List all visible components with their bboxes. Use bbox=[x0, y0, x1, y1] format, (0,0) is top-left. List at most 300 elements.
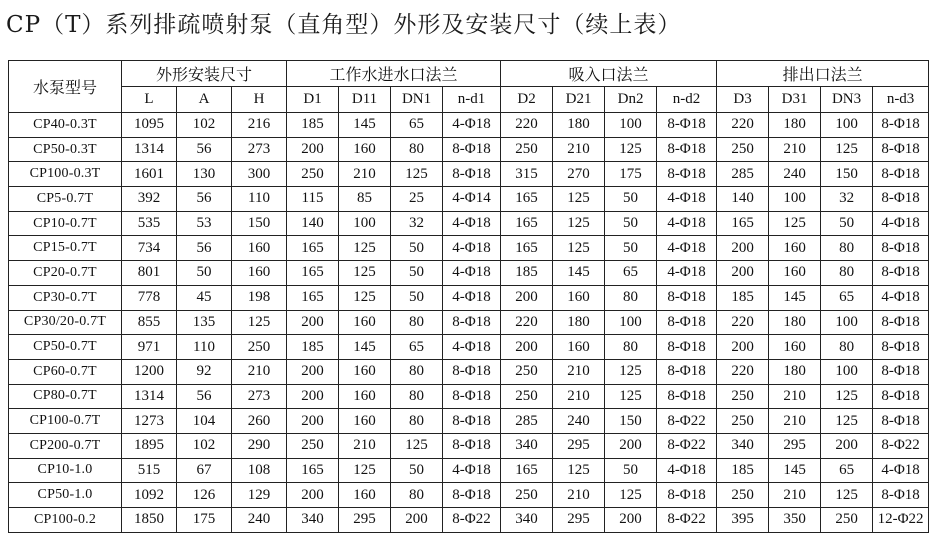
value-cell: 220 bbox=[501, 310, 553, 335]
value-cell: 8-Φ22 bbox=[657, 409, 717, 434]
value-cell: 140 bbox=[717, 187, 769, 212]
column-header: DN3 bbox=[821, 87, 873, 113]
value-cell: 200 bbox=[287, 310, 339, 335]
value-cell: 4-Φ18 bbox=[873, 458, 929, 483]
value-cell: 180 bbox=[769, 113, 821, 138]
value-cell: 250 bbox=[717, 137, 769, 162]
page-title: CP（T）系列排疏喷射泵（直角型）外形及安装尺寸（续上表） bbox=[6, 12, 682, 38]
value-cell: 50 bbox=[605, 187, 657, 212]
value-cell: 1092 bbox=[122, 483, 177, 508]
value-cell: 65 bbox=[821, 458, 873, 483]
table-row bbox=[9, 359, 929, 384]
value-cell: 67 bbox=[177, 458, 232, 483]
value-cell: 216 bbox=[232, 113, 287, 138]
value-cell: 340 bbox=[501, 508, 553, 533]
value-cell: 185 bbox=[501, 261, 553, 286]
value-cell: 145 bbox=[339, 113, 391, 138]
value-cell: 160 bbox=[769, 236, 821, 261]
value-cell: 8-Φ18 bbox=[443, 162, 501, 187]
value-cell: 150 bbox=[605, 409, 657, 434]
value-cell: 340 bbox=[287, 508, 339, 533]
value-cell: 340 bbox=[717, 433, 769, 458]
value-cell: 200 bbox=[287, 137, 339, 162]
model-cell: CP100-0.3T bbox=[9, 162, 122, 187]
value-cell: 115 bbox=[287, 187, 339, 212]
value-cell: 8-Φ18 bbox=[443, 310, 501, 335]
value-cell: 45 bbox=[177, 285, 232, 310]
value-cell: 8-Φ18 bbox=[873, 384, 929, 409]
value-cell: 535 bbox=[122, 211, 177, 236]
value-cell: 12-Φ22 bbox=[873, 508, 929, 533]
value-cell: 50 bbox=[391, 261, 443, 286]
value-cell: 160 bbox=[339, 409, 391, 434]
model-cell: CP40-0.3T bbox=[9, 113, 122, 138]
value-cell: 56 bbox=[177, 384, 232, 409]
value-cell: 210 bbox=[553, 483, 605, 508]
value-cell: 165 bbox=[501, 458, 553, 483]
value-cell: 180 bbox=[553, 310, 605, 335]
value-cell: 200 bbox=[287, 409, 339, 434]
value-cell: 200 bbox=[287, 483, 339, 508]
value-cell: 80 bbox=[391, 384, 443, 409]
value-cell: 102 bbox=[177, 113, 232, 138]
value-cell: 8-Φ18 bbox=[657, 335, 717, 360]
value-cell: 100 bbox=[821, 113, 873, 138]
table-row bbox=[9, 113, 929, 138]
table-row bbox=[9, 310, 929, 335]
value-cell: 80 bbox=[391, 409, 443, 434]
value-cell: 50 bbox=[821, 211, 873, 236]
value-cell: 200 bbox=[821, 433, 873, 458]
value-cell: 80 bbox=[391, 483, 443, 508]
value-cell: 250 bbox=[501, 359, 553, 384]
value-cell: 855 bbox=[122, 310, 177, 335]
column-header: D1 bbox=[287, 87, 339, 113]
value-cell: 4-Φ18 bbox=[657, 211, 717, 236]
value-cell: 315 bbox=[501, 162, 553, 187]
value-cell: 8-Φ18 bbox=[873, 162, 929, 187]
value-cell: 125 bbox=[553, 458, 605, 483]
value-cell: 125 bbox=[605, 137, 657, 162]
value-cell: 1273 bbox=[122, 409, 177, 434]
value-cell: 125 bbox=[553, 211, 605, 236]
value-cell: 175 bbox=[605, 162, 657, 187]
value-cell: 175 bbox=[177, 508, 232, 533]
model-cell: CP100-0.2 bbox=[9, 508, 122, 533]
value-cell: 392 bbox=[122, 187, 177, 212]
value-cell: 56 bbox=[177, 137, 232, 162]
value-cell: 210 bbox=[553, 359, 605, 384]
model-cell: CP10-1.0 bbox=[9, 458, 122, 483]
value-cell: 125 bbox=[821, 409, 873, 434]
value-cell: 8-Φ18 bbox=[873, 113, 929, 138]
value-cell: 8-Φ22 bbox=[657, 433, 717, 458]
value-cell: 250 bbox=[501, 384, 553, 409]
value-cell: 285 bbox=[501, 409, 553, 434]
pump-dimensions-table bbox=[8, 60, 929, 533]
value-cell: 125 bbox=[605, 359, 657, 384]
table-row bbox=[9, 285, 929, 310]
value-cell: 65 bbox=[821, 285, 873, 310]
value-cell: 200 bbox=[501, 335, 553, 360]
value-cell: 210 bbox=[769, 409, 821, 434]
value-cell: 220 bbox=[501, 113, 553, 138]
value-cell: 165 bbox=[287, 261, 339, 286]
value-cell: 200 bbox=[287, 384, 339, 409]
value-cell: 160 bbox=[339, 359, 391, 384]
value-cell: 4-Φ18 bbox=[443, 236, 501, 261]
value-cell: 160 bbox=[232, 261, 287, 286]
value-cell: 300 bbox=[232, 162, 287, 187]
value-cell: 160 bbox=[769, 335, 821, 360]
value-cell: 8-Φ18 bbox=[873, 310, 929, 335]
value-cell: 125 bbox=[553, 187, 605, 212]
value-cell: 180 bbox=[769, 310, 821, 335]
value-cell: 160 bbox=[232, 236, 287, 261]
column-header: n-d2 bbox=[657, 87, 717, 113]
value-cell: 1895 bbox=[122, 433, 177, 458]
table-row bbox=[9, 384, 929, 409]
value-cell: 210 bbox=[769, 137, 821, 162]
value-cell: 4-Φ18 bbox=[657, 236, 717, 261]
value-cell: 8-Φ18 bbox=[657, 310, 717, 335]
value-cell: 4-Φ18 bbox=[657, 261, 717, 286]
group-header-row bbox=[9, 61, 929, 87]
value-cell: 160 bbox=[769, 261, 821, 286]
value-cell: 125 bbox=[605, 384, 657, 409]
value-cell: 4-Φ18 bbox=[873, 211, 929, 236]
value-cell: 8-Φ18 bbox=[657, 384, 717, 409]
value-cell: 778 bbox=[122, 285, 177, 310]
value-cell: 1200 bbox=[122, 359, 177, 384]
value-cell: 165 bbox=[501, 211, 553, 236]
value-cell: 125 bbox=[339, 285, 391, 310]
value-cell: 200 bbox=[501, 285, 553, 310]
value-cell: 4-Φ18 bbox=[657, 458, 717, 483]
value-cell: 160 bbox=[339, 384, 391, 409]
value-cell: 100 bbox=[605, 310, 657, 335]
value-cell: 140 bbox=[287, 211, 339, 236]
value-cell: 100 bbox=[339, 211, 391, 236]
column-header: L bbox=[122, 87, 177, 113]
value-cell: 92 bbox=[177, 359, 232, 384]
value-cell: 395 bbox=[717, 508, 769, 533]
table-row bbox=[9, 236, 929, 261]
value-cell: 801 bbox=[122, 261, 177, 286]
value-cell: 125 bbox=[605, 483, 657, 508]
value-cell: 160 bbox=[339, 137, 391, 162]
value-cell: 210 bbox=[769, 384, 821, 409]
group-header-inlet-flange: 工作水进水口法兰 bbox=[287, 61, 501, 87]
value-cell: 8-Φ18 bbox=[443, 137, 501, 162]
value-cell: 290 bbox=[232, 433, 287, 458]
table-row bbox=[9, 162, 929, 187]
value-cell: 160 bbox=[553, 285, 605, 310]
value-cell: 200 bbox=[717, 335, 769, 360]
column-header: Dn2 bbox=[605, 87, 657, 113]
value-cell: 80 bbox=[821, 261, 873, 286]
value-cell: 125 bbox=[821, 384, 873, 409]
value-cell: 56 bbox=[177, 187, 232, 212]
group-header-discharge-flange: 排出口法兰 bbox=[717, 61, 929, 87]
value-cell: 8-Φ18 bbox=[873, 137, 929, 162]
value-cell: 8-Φ18 bbox=[443, 359, 501, 384]
value-cell: 50 bbox=[391, 285, 443, 310]
value-cell: 273 bbox=[232, 384, 287, 409]
value-cell: 350 bbox=[769, 508, 821, 533]
table-row bbox=[9, 483, 929, 508]
value-cell: 4-Φ14 bbox=[443, 187, 501, 212]
value-cell: 80 bbox=[605, 285, 657, 310]
value-cell: 210 bbox=[769, 483, 821, 508]
model-cell: CP30/20-0.7T bbox=[9, 310, 122, 335]
table-row bbox=[9, 508, 929, 533]
group-header-suction-flange: 吸入口法兰 bbox=[501, 61, 717, 87]
value-cell: 104 bbox=[177, 409, 232, 434]
value-cell: 4-Φ18 bbox=[443, 458, 501, 483]
value-cell: 210 bbox=[339, 433, 391, 458]
value-cell: 200 bbox=[605, 433, 657, 458]
value-cell: 100 bbox=[821, 359, 873, 384]
model-cell: CP10-0.7T bbox=[9, 211, 122, 236]
value-cell: 65 bbox=[391, 335, 443, 360]
value-cell: 971 bbox=[122, 335, 177, 360]
value-cell: 80 bbox=[821, 335, 873, 360]
value-cell: 4-Φ18 bbox=[443, 211, 501, 236]
value-cell: 1095 bbox=[122, 113, 177, 138]
value-cell: 340 bbox=[501, 433, 553, 458]
model-cell: CP20-0.7T bbox=[9, 261, 122, 286]
column-header: D31 bbox=[769, 87, 821, 113]
model-cell: CP200-0.7T bbox=[9, 433, 122, 458]
value-cell: 80 bbox=[391, 137, 443, 162]
model-cell: CP60-0.7T bbox=[9, 359, 122, 384]
table-body bbox=[9, 113, 929, 533]
table-row bbox=[9, 261, 929, 286]
value-cell: 185 bbox=[717, 458, 769, 483]
model-cell: CP100-0.7T bbox=[9, 409, 122, 434]
value-cell: 165 bbox=[501, 187, 553, 212]
value-cell: 295 bbox=[553, 433, 605, 458]
value-cell: 250 bbox=[821, 508, 873, 533]
value-cell: 150 bbox=[232, 211, 287, 236]
value-cell: 250 bbox=[287, 433, 339, 458]
value-cell: 8-Φ18 bbox=[873, 409, 929, 434]
value-cell: 220 bbox=[717, 359, 769, 384]
value-cell: 210 bbox=[339, 162, 391, 187]
value-cell: 125 bbox=[821, 137, 873, 162]
value-cell: 8-Φ18 bbox=[873, 359, 929, 384]
table-row bbox=[9, 335, 929, 360]
value-cell: 125 bbox=[339, 236, 391, 261]
value-cell: 110 bbox=[177, 335, 232, 360]
value-cell: 145 bbox=[769, 458, 821, 483]
value-cell: 200 bbox=[391, 508, 443, 533]
value-cell: 8-Φ18 bbox=[657, 113, 717, 138]
value-cell: 145 bbox=[769, 285, 821, 310]
value-cell: 100 bbox=[605, 113, 657, 138]
model-cell: CP30-0.7T bbox=[9, 285, 122, 310]
model-column-header: 水泵型号 bbox=[9, 61, 122, 113]
value-cell: 102 bbox=[177, 433, 232, 458]
value-cell: 200 bbox=[717, 236, 769, 261]
value-cell: 1314 bbox=[122, 137, 177, 162]
value-cell: 210 bbox=[553, 137, 605, 162]
value-cell: 80 bbox=[821, 236, 873, 261]
value-cell: 185 bbox=[287, 335, 339, 360]
value-cell: 220 bbox=[717, 310, 769, 335]
value-cell: 1314 bbox=[122, 384, 177, 409]
value-cell: 50 bbox=[391, 458, 443, 483]
value-cell: 250 bbox=[717, 409, 769, 434]
value-cell: 160 bbox=[339, 483, 391, 508]
value-cell: 165 bbox=[287, 458, 339, 483]
value-cell: 734 bbox=[122, 236, 177, 261]
model-cell: CP80-0.7T bbox=[9, 384, 122, 409]
value-cell: 285 bbox=[717, 162, 769, 187]
value-cell: 210 bbox=[553, 384, 605, 409]
value-cell: 8-Φ18 bbox=[657, 359, 717, 384]
model-cell: CP15-0.7T bbox=[9, 236, 122, 261]
value-cell: 53 bbox=[177, 211, 232, 236]
value-cell: 180 bbox=[553, 113, 605, 138]
value-cell: 8-Φ18 bbox=[443, 433, 501, 458]
value-cell: 160 bbox=[553, 335, 605, 360]
value-cell: 198 bbox=[232, 285, 287, 310]
value-cell: 125 bbox=[769, 211, 821, 236]
value-cell: 8-Φ18 bbox=[873, 261, 929, 286]
table-row bbox=[9, 137, 929, 162]
value-cell: 250 bbox=[232, 335, 287, 360]
value-cell: 126 bbox=[177, 483, 232, 508]
value-cell: 25 bbox=[391, 187, 443, 212]
column-header: D2 bbox=[501, 87, 553, 113]
value-cell: 125 bbox=[553, 236, 605, 261]
value-cell: 250 bbox=[501, 483, 553, 508]
value-cell: 240 bbox=[553, 409, 605, 434]
value-cell: 125 bbox=[391, 162, 443, 187]
value-cell: 8-Φ18 bbox=[657, 137, 717, 162]
value-cell: 80 bbox=[391, 310, 443, 335]
value-cell: 125 bbox=[339, 261, 391, 286]
value-cell: 125 bbox=[821, 483, 873, 508]
value-cell: 165 bbox=[287, 285, 339, 310]
value-cell: 65 bbox=[391, 113, 443, 138]
value-cell: 165 bbox=[501, 236, 553, 261]
value-cell: 125 bbox=[339, 458, 391, 483]
column-header: n-d3 bbox=[873, 87, 929, 113]
value-cell: 250 bbox=[717, 483, 769, 508]
column-header: DN1 bbox=[391, 87, 443, 113]
group-header-dimensions: 外形安装尺寸 bbox=[122, 61, 287, 87]
value-cell: 185 bbox=[287, 113, 339, 138]
value-cell: 50 bbox=[391, 236, 443, 261]
value-cell: 150 bbox=[821, 162, 873, 187]
value-cell: 260 bbox=[232, 409, 287, 434]
table-row bbox=[9, 458, 929, 483]
value-cell: 295 bbox=[769, 433, 821, 458]
value-cell: 1850 bbox=[122, 508, 177, 533]
column-header: H bbox=[232, 87, 287, 113]
value-cell: 4-Φ18 bbox=[443, 335, 501, 360]
model-cell: CP50-0.7T bbox=[9, 335, 122, 360]
subheader-row bbox=[9, 87, 929, 113]
value-cell: 4-Φ18 bbox=[657, 187, 717, 212]
value-cell: 50 bbox=[177, 261, 232, 286]
value-cell: 4-Φ18 bbox=[443, 113, 501, 138]
value-cell: 240 bbox=[232, 508, 287, 533]
value-cell: 129 bbox=[232, 483, 287, 508]
value-cell: 50 bbox=[605, 211, 657, 236]
value-cell: 32 bbox=[821, 187, 873, 212]
value-cell: 145 bbox=[339, 335, 391, 360]
value-cell: 130 bbox=[177, 162, 232, 187]
value-cell: 8-Φ18 bbox=[873, 187, 929, 212]
value-cell: 8-Φ18 bbox=[657, 285, 717, 310]
model-cell: CP5-0.7T bbox=[9, 187, 122, 212]
value-cell: 8-Φ18 bbox=[657, 162, 717, 187]
value-cell: 80 bbox=[605, 335, 657, 360]
column-header: n-d1 bbox=[443, 87, 501, 113]
value-cell: 4-Φ18 bbox=[443, 261, 501, 286]
value-cell: 273 bbox=[232, 137, 287, 162]
column-header: D11 bbox=[339, 87, 391, 113]
value-cell: 8-Φ22 bbox=[443, 508, 501, 533]
value-cell: 125 bbox=[391, 433, 443, 458]
value-cell: 32 bbox=[391, 211, 443, 236]
value-cell: 1601 bbox=[122, 162, 177, 187]
value-cell: 110 bbox=[232, 187, 287, 212]
value-cell: 8-Φ18 bbox=[443, 483, 501, 508]
table-row bbox=[9, 433, 929, 458]
value-cell: 8-Φ22 bbox=[873, 433, 929, 458]
value-cell: 515 bbox=[122, 458, 177, 483]
value-cell: 108 bbox=[232, 458, 287, 483]
value-cell: 85 bbox=[339, 187, 391, 212]
value-cell: 4-Φ18 bbox=[873, 285, 929, 310]
value-cell: 8-Φ22 bbox=[657, 508, 717, 533]
value-cell: 295 bbox=[553, 508, 605, 533]
value-cell: 56 bbox=[177, 236, 232, 261]
value-cell: 200 bbox=[717, 261, 769, 286]
value-cell: 8-Φ18 bbox=[443, 384, 501, 409]
value-cell: 200 bbox=[287, 359, 339, 384]
column-header: A bbox=[177, 87, 232, 113]
value-cell: 165 bbox=[717, 211, 769, 236]
value-cell: 240 bbox=[769, 162, 821, 187]
value-cell: 185 bbox=[717, 285, 769, 310]
value-cell: 180 bbox=[769, 359, 821, 384]
value-cell: 8-Φ18 bbox=[873, 483, 929, 508]
value-cell: 125 bbox=[232, 310, 287, 335]
value-cell: 135 bbox=[177, 310, 232, 335]
column-header: D21 bbox=[553, 87, 605, 113]
value-cell: 295 bbox=[339, 508, 391, 533]
value-cell: 8-Φ18 bbox=[657, 483, 717, 508]
value-cell: 50 bbox=[605, 458, 657, 483]
value-cell: 50 bbox=[605, 236, 657, 261]
value-cell: 80 bbox=[391, 359, 443, 384]
value-cell: 8-Φ18 bbox=[873, 236, 929, 261]
value-cell: 250 bbox=[717, 384, 769, 409]
value-cell: 100 bbox=[821, 310, 873, 335]
value-cell: 65 bbox=[605, 261, 657, 286]
value-cell: 210 bbox=[232, 359, 287, 384]
value-cell: 8-Φ18 bbox=[873, 335, 929, 360]
model-cell: CP50-0.3T bbox=[9, 137, 122, 162]
value-cell: 100 bbox=[769, 187, 821, 212]
value-cell: 145 bbox=[553, 261, 605, 286]
